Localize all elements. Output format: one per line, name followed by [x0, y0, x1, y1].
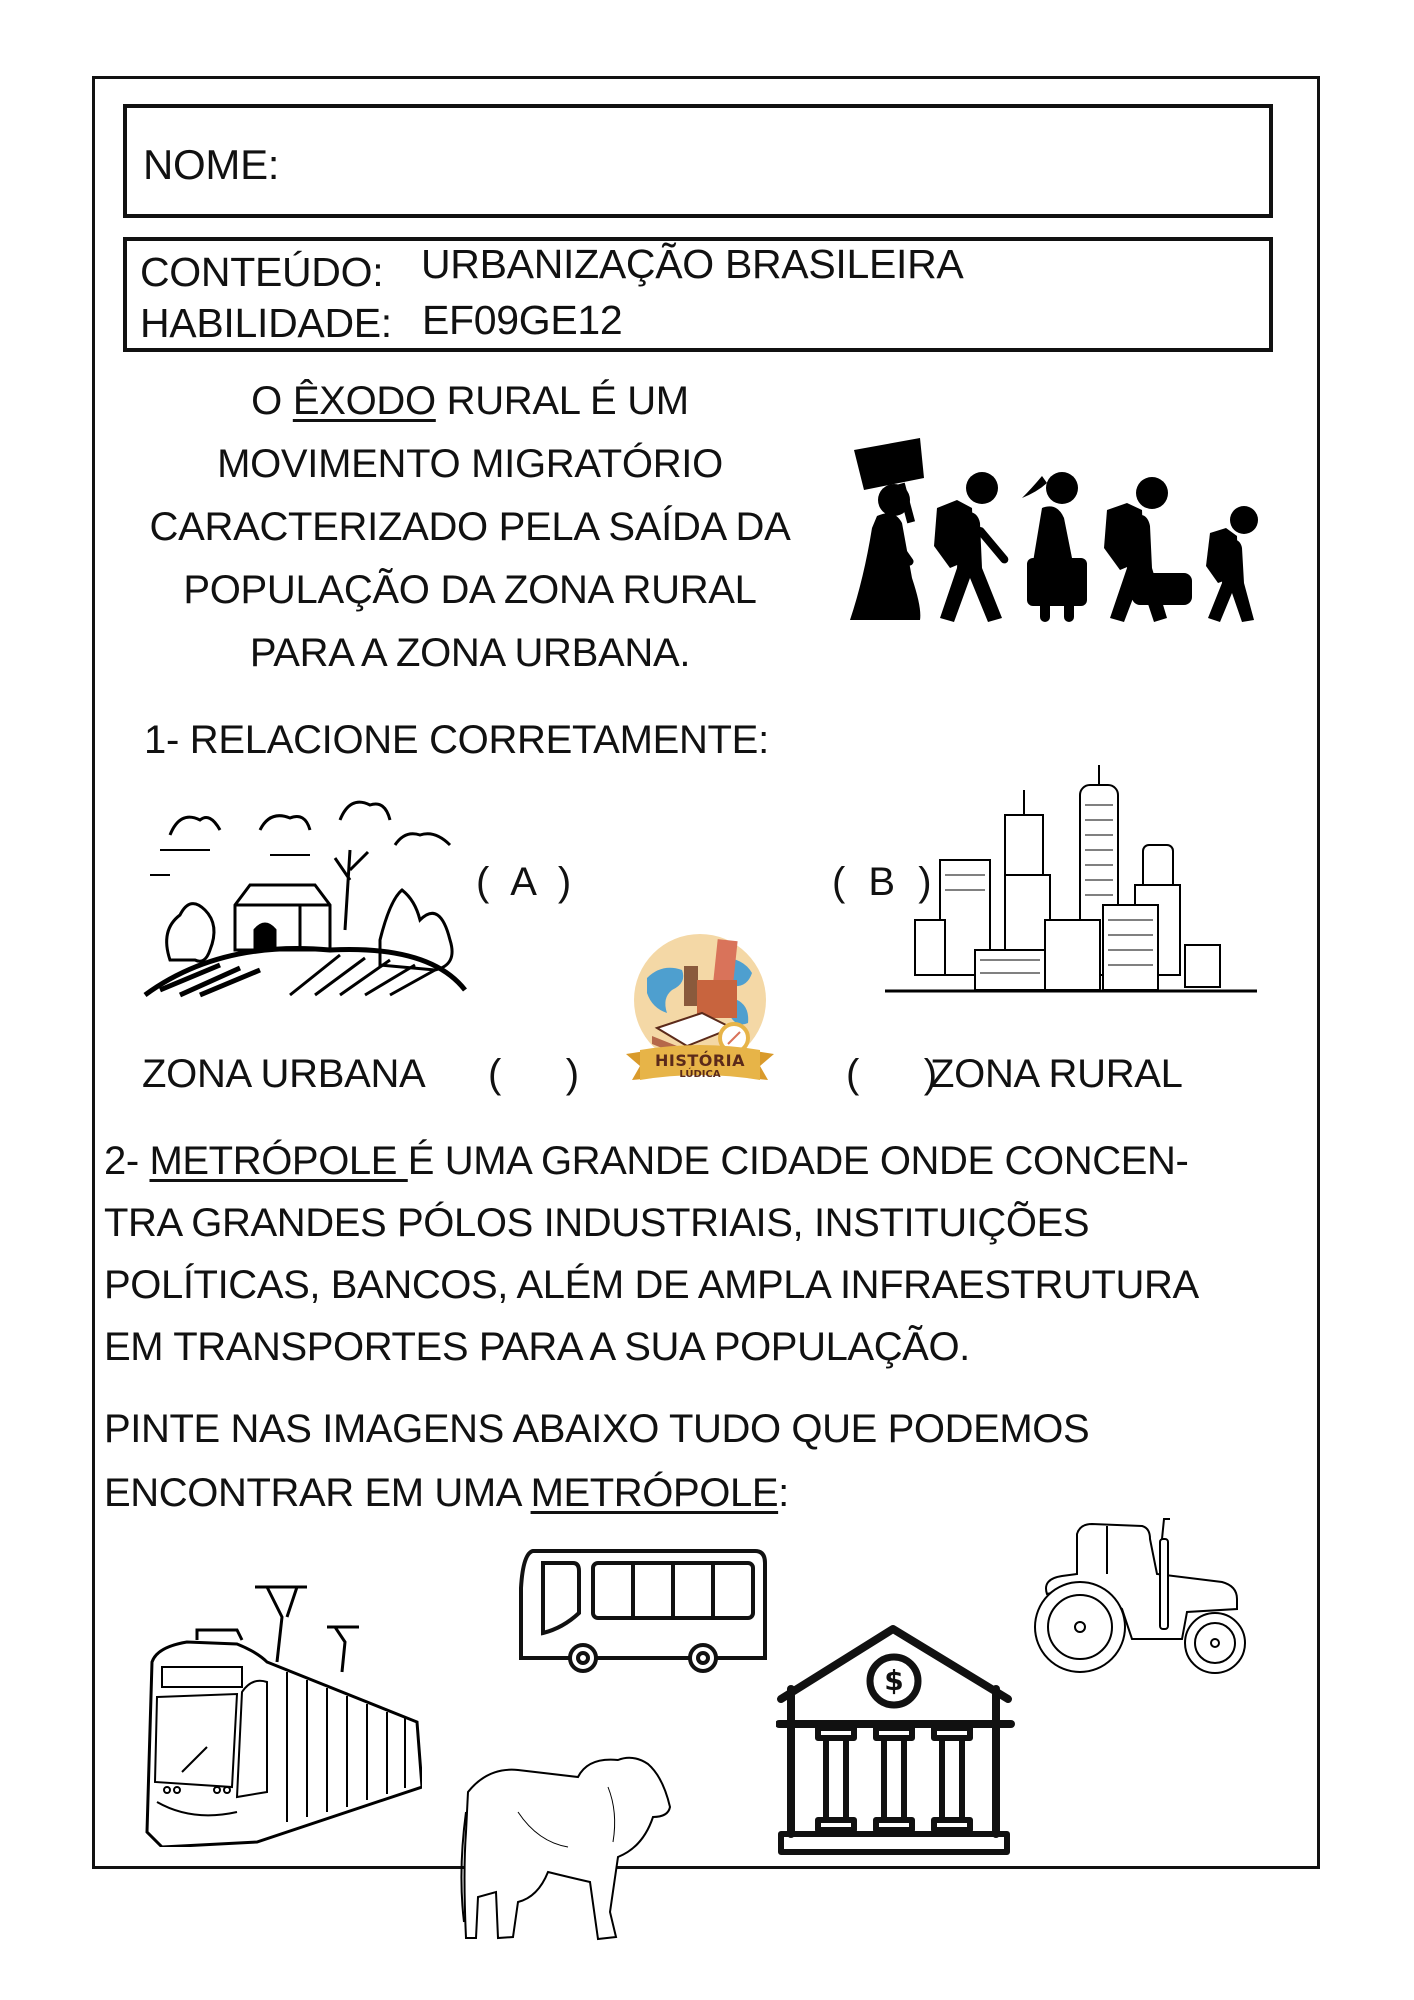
skill-value: EF09GE12	[422, 297, 623, 343]
skill-label: HABILIDADE:	[140, 300, 392, 346]
match-left-label: ZONA URBANA	[142, 1052, 426, 1096]
historia-ludica-logo	[622, 928, 778, 1086]
option-a-label: ( A )	[476, 860, 578, 904]
cow-illustration[interactable]	[458, 1752, 678, 1944]
option-b-label: ( B )	[832, 860, 938, 904]
dollar-sign-icon: $	[884, 1664, 904, 1697]
q2-line-4: EM TRANSPORTES PARA A SUA POPULAÇÃO.	[104, 1325, 970, 1369]
intro-line-3: CARACTERIZADO PELA SAÍDA DA	[149, 505, 791, 549]
intro-paragraph	[120, 370, 820, 685]
content-value: URBANIZAÇÃO BRASILEIRA	[421, 241, 964, 287]
instruction-line-1: PINTE NAS IMAGENS ABAIXO TUDO QUE PODEMOS	[104, 1407, 1090, 1451]
question-2-paragraph	[104, 1130, 1314, 1378]
q2-line-3: POLÍTICAS, BANCOS, ALÉM DE AMPLA INFRAESTRUTURA	[104, 1263, 1199, 1307]
match-right-blank[interactable]: ( )	[846, 1052, 942, 1096]
intro-line-5: PARA A ZONA URBANA.	[249, 631, 691, 675]
match-left-blank[interactable]: ( )	[488, 1052, 584, 1096]
tram-illustration[interactable]	[137, 1572, 422, 1847]
match-right-label: ZONA RURAL	[930, 1052, 1183, 1096]
intro-line-1: O ÊXODO RURAL É UM	[251, 379, 689, 423]
logo-title: HISTÓRIA	[654, 1051, 746, 1070]
q2-line-1: 2- METRÓPOLE É UMA GRANDE CIDADE ONDE CONCEN-	[104, 1139, 1189, 1183]
bus-icon[interactable]	[513, 1543, 769, 1683]
metropole-term: METRÓPOLE	[149, 1139, 408, 1183]
bank-icon[interactable]	[776, 1624, 1016, 1856]
intro-line-2: MOVIMENTO MIGRATÓRIO	[217, 442, 723, 486]
question-1-title: 1- RELACIONE CORRETAMENTE:	[144, 718, 769, 762]
migrants-walking-icon	[842, 428, 1262, 628]
q2-line-2: TRA GRANDES PÓLOS INDUSTRIAIS, INSTITUIÇÕES	[104, 1201, 1090, 1245]
instruction-paragraph	[104, 1397, 1314, 1525]
name-label: NOME:	[143, 141, 280, 188]
metropole-term-2: METRÓPOLE	[530, 1471, 779, 1515]
instruction-line-2: ENCONTRAR EM UMA METRÓPOLE:	[104, 1471, 789, 1515]
tractor-illustration[interactable]	[1032, 1514, 1254, 1674]
logo-subtitle: LÚDICA	[679, 1069, 721, 1080]
intro-line-4: POPULAÇÃO DA ZONA RURAL	[183, 568, 757, 612]
name-box[interactable]	[123, 104, 1273, 218]
content-label: CONTEÚDO:	[140, 249, 384, 295]
city-skyline-illustration	[885, 765, 1257, 993]
exodo-term: ÊXODO	[292, 379, 436, 423]
rural-farm-illustration	[140, 790, 470, 1000]
